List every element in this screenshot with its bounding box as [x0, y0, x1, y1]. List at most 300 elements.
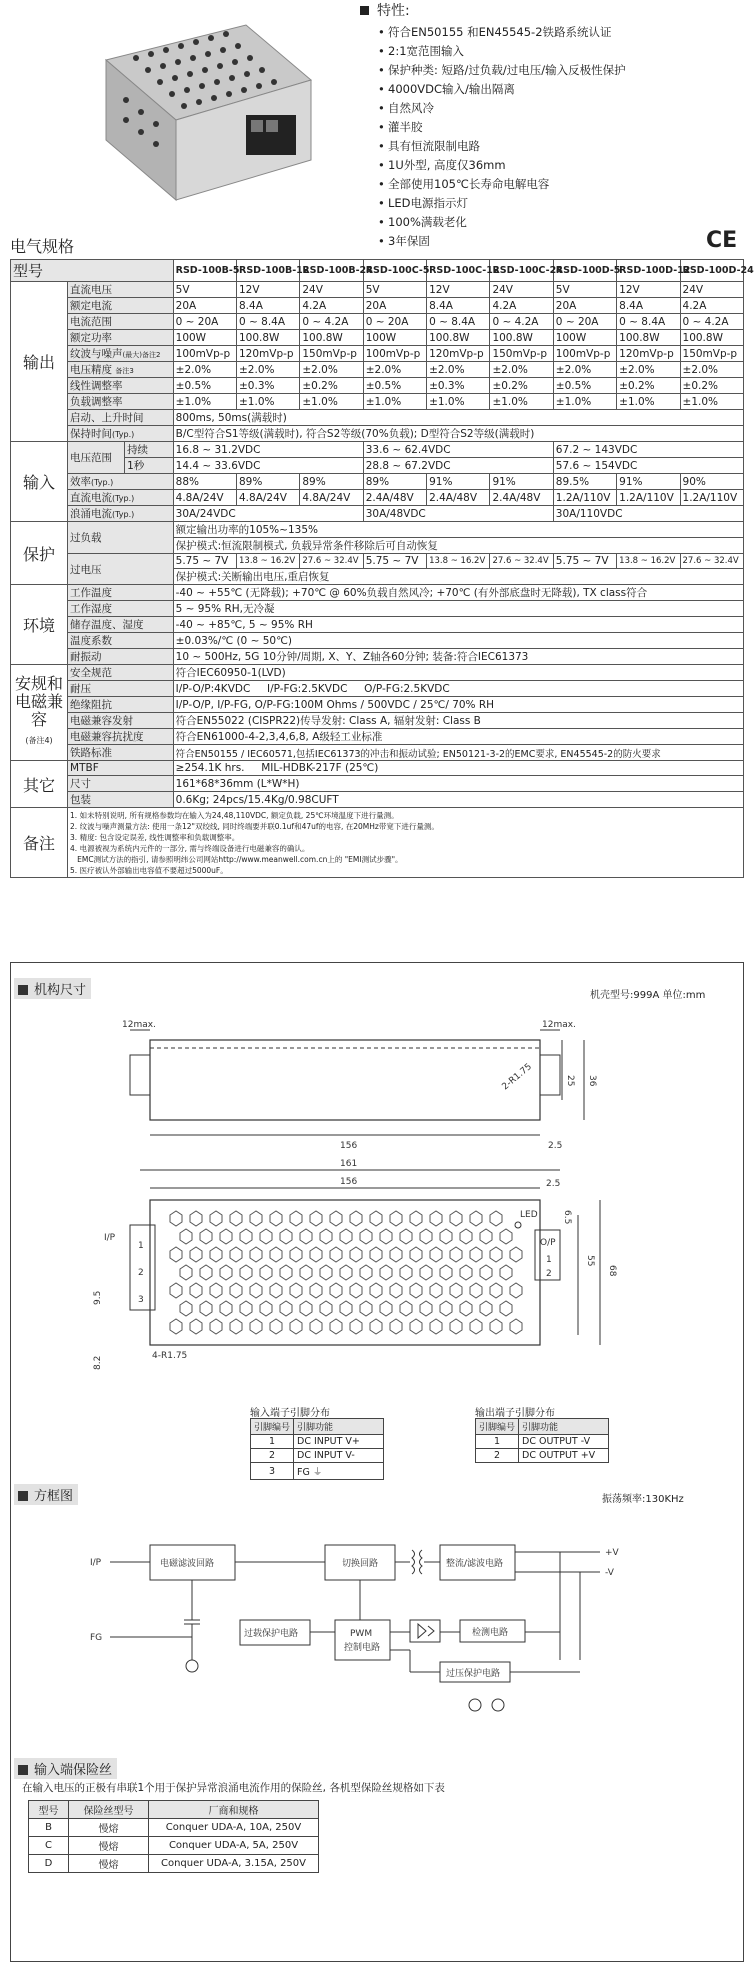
cell: 0 ~ 8.4A: [237, 314, 300, 330]
cell: 4.8A/24V: [237, 490, 300, 506]
fuse-cell: Conquer UDA-A, 5A, 250V: [149, 1837, 319, 1855]
note-line: 1. 如未特别说明, 所有规格参数均在输入为24,48,110VDC, 额定负载, 25℃环境温度下进行量测。: [70, 811, 399, 820]
bd-rect: 整流/滤波电路: [446, 1559, 504, 1569]
row-label: 温度系数: [68, 633, 174, 649]
cat-environment: 环境: [11, 585, 68, 665]
feature-item: • 具有恒流限制电路: [360, 137, 740, 156]
row-efficiency: [11, 474, 744, 490]
cell: 4.2A: [300, 298, 363, 314]
product-photo: [96, 20, 316, 210]
model-name: RSD-100C-12: [427, 260, 490, 282]
cat-safety: [11, 665, 68, 761]
row-sublabel: 持续: [125, 442, 174, 458]
dim-9-5: 9.5: [93, 1290, 103, 1305]
row-label: 工作湿度: [68, 601, 174, 617]
pin-cell: 1: [476, 1435, 519, 1449]
note-line: 4. 电源被视为系统内元件的一部分, 需与终端设备进行电磁兼容的确认。: [70, 844, 310, 853]
row-label: 电流范围: [68, 314, 174, 330]
fuse-title-text: 输入端保险丝: [34, 1763, 113, 1778]
cell: 89%: [363, 474, 426, 490]
pin-hdr: 引脚编号: [476, 1419, 519, 1435]
cell: 30A/48VDC: [363, 506, 553, 522]
cell: 27.6 ~ 32.4V: [680, 554, 743, 569]
row-line-reg: [11, 378, 744, 394]
pin-cell: DC OUTPUT -V: [519, 1435, 609, 1449]
cell: 100mVp-p: [363, 346, 426, 362]
cell: 5.75 ~ 7V: [553, 554, 616, 569]
fuse-cell: 慢熔: [69, 1855, 149, 1873]
opin-1: 1: [546, 1255, 552, 1265]
cell: 2.4A/48V: [427, 490, 490, 506]
dim-r175: 2-R1.75: [500, 1061, 534, 1093]
cell: 4.2A: [490, 298, 553, 314]
fuse-table: [28, 1800, 319, 1873]
cell: ±0.5%: [363, 378, 426, 394]
tolerance-note: 备注3: [115, 367, 134, 375]
cell: ±1.0%: [427, 394, 490, 410]
dim-156: 156: [340, 1177, 358, 1187]
row-label: 储存温度、湿度: [68, 617, 174, 633]
output-pin-title: 输出端子引脚分布: [475, 1408, 555, 1419]
cell: 14.4 ~ 33.6VDC: [173, 458, 363, 474]
row-env: [11, 649, 744, 665]
fuse-hdr: 厂商和规格: [149, 1801, 319, 1819]
cell: 800ms, 50ms(满载时): [173, 410, 743, 426]
cat-others: 其它: [11, 761, 68, 808]
model-name: RSD-100D-24: [680, 260, 743, 282]
bd-fg-label: FG: [90, 1633, 103, 1643]
row-sublabel: 1秒: [125, 458, 174, 474]
row-current-range: [11, 314, 744, 330]
cell: 保护模式:关断输出电压,重启恢复: [173, 569, 743, 585]
ip-label: I/P: [104, 1233, 116, 1243]
cell: 符合EN50155 / IEC60571,包括IEC61373的冲击和振动试验; EN50121-3-2的EMC要求, EN45545-2的防火要求: [173, 745, 743, 761]
cell: 27.6 ~ 32.4V: [490, 554, 553, 569]
hold-note: (Typ.): [112, 430, 135, 439]
dim-2-5: 2.5: [546, 1179, 561, 1189]
cell: ±2.0%: [427, 362, 490, 378]
mech-title-text: 机构尺寸: [34, 983, 87, 998]
cell: 13.8 ~ 16.2V: [237, 554, 300, 569]
row-safety: [11, 729, 744, 745]
feature-item: • 全部使用105℃长寿命电解电容: [360, 175, 740, 194]
row-other: [11, 792, 744, 808]
dim-12max: 12max.: [122, 1020, 156, 1030]
feature-item: • 保护种类: 短路/过负载/过电压/输入反极性保护: [360, 61, 740, 80]
cell: ±1.0%: [490, 394, 553, 410]
fuse-section-title: [14, 1758, 117, 1779]
pin-1: 1: [138, 1241, 144, 1251]
row-safety: [11, 745, 744, 761]
cell: 100mVp-p: [173, 346, 236, 362]
feature-item: • 4000VDC输入/输出隔离: [360, 80, 740, 99]
row-label: [68, 506, 174, 522]
output-pin-table: [475, 1418, 609, 1463]
fuse-cell: Conquer UDA-A, 3.15A, 250V: [149, 1855, 319, 1873]
pin-hdr: 引脚编号: [251, 1419, 294, 1435]
cell: 24V: [300, 282, 363, 298]
pin-cell: 3: [251, 1463, 294, 1480]
model-name: RSD-100B-12: [237, 260, 300, 282]
cell: 100.8W: [300, 330, 363, 346]
pin-cell: DC OUTPUT +V: [519, 1449, 609, 1463]
row-label: 启动、上升时间: [68, 410, 174, 426]
cell: 4.8A/24V: [173, 490, 236, 506]
bd-emi: 电磁滤波回路: [160, 1559, 215, 1569]
cell: 89%: [237, 474, 300, 490]
cell: 0 ~ 20A: [553, 314, 616, 330]
bd-ip-label: I/P: [90, 1558, 102, 1568]
dim-55: 55: [585, 1255, 595, 1267]
cell: 91%: [617, 474, 680, 490]
cell: 24V: [680, 282, 743, 298]
cell: 1.2A/110V: [680, 490, 743, 506]
fuse-cell: Conquer UDA-A, 10A, 250V: [149, 1819, 319, 1837]
safety-note: (备注4): [25, 736, 53, 745]
row-env: [11, 601, 744, 617]
bd-ovp: 过压保护电路: [446, 1669, 501, 1679]
opin-2: 2: [546, 1269, 552, 1279]
cell: B/C型符合S1等级(满载时), 符合S2等级(70%负载); D型符合S2等级(满载时): [173, 426, 743, 442]
pin-hdr: 引脚功能: [294, 1419, 384, 1435]
features-title: 特性:: [377, 3, 410, 19]
cell: 30A/24VDC: [173, 506, 363, 522]
cell: 33.6 ~ 62.4VDC: [363, 442, 553, 458]
cell: 90%: [680, 474, 743, 490]
dim-36: 36: [587, 1075, 597, 1087]
features-list: [360, 2, 740, 251]
row-safety: [11, 665, 744, 681]
mechanical-drawing: [93, 1000, 620, 1400]
safety-cat-label: 安规和电磁兼容: [15, 674, 64, 729]
model-name: RSD-100D-12: [617, 260, 680, 282]
note-line: EMC测试方法的指引, 请参照明纬公司网站http://www.meanwell.com.cn上的 "EMI测试步骤"。: [70, 855, 403, 864]
cell: ±1.0%: [617, 394, 680, 410]
cell: 20A: [553, 298, 616, 314]
pin-cell: DC INPUT V-: [294, 1449, 384, 1463]
cell: 100.8W: [617, 330, 680, 346]
cell: 1.2A/110V: [617, 490, 680, 506]
dim-8-2: 8.2: [93, 1355, 103, 1370]
cell: ±1.0%: [300, 394, 363, 410]
fuse-hdr: 型号: [29, 1801, 69, 1819]
cell: ±2.0%: [680, 362, 743, 378]
case-note: 机壳型号:999A 单位:mm: [590, 990, 706, 1001]
cell: 5V: [363, 282, 426, 298]
cell: ±2.0%: [300, 362, 363, 378]
spec-title: 电气规格: [10, 237, 75, 256]
row-label: 线性调整率: [68, 378, 174, 394]
notes-cell: [68, 808, 744, 878]
dim-2-5: 2.5: [548, 1141, 563, 1151]
cell: 0 ~ 4.2A: [680, 314, 743, 330]
fuse-cell: 慢熔: [69, 1837, 149, 1855]
bd-vn: -V: [605, 1568, 614, 1578]
cell: 10 ~ 500Hz, 5G 10分钟/周期, X、Y、Z轴各60分钟; 装备:符合IEC61373: [173, 649, 743, 665]
fuse-description: 在输入电压的正极有串联1个用于保护异常浪涌电流作用的保险丝, 各机型保险丝规格如下表: [22, 1782, 445, 1794]
spec-table: [10, 259, 754, 878]
cell: 2.4A/48V: [490, 490, 553, 506]
bd-vp: +V: [605, 1548, 619, 1558]
cell: 150mVp-p: [300, 346, 363, 362]
dim-156: 156: [340, 1141, 358, 1151]
cell: ±0.3%: [237, 378, 300, 394]
cell: 91%: [490, 474, 553, 490]
led-label: LED: [520, 1210, 538, 1220]
cell: 24V: [490, 282, 553, 298]
cell: 57.6 ~ 154VDC: [553, 458, 743, 474]
cell: ±1.0%: [363, 394, 426, 410]
cell: ±1.0%: [553, 394, 616, 410]
ripple-note: (最大)备注2: [122, 351, 161, 359]
inrush-label: 浪涌电流: [70, 508, 113, 520]
cell: 89.5%: [553, 474, 616, 490]
cell: 120mVp-p: [617, 346, 680, 362]
ce-mark: CE: [706, 228, 738, 253]
cat-input: 输入: [11, 442, 68, 522]
row-overvoltage: [11, 554, 744, 569]
row-label: 过电压: [68, 554, 174, 585]
cell: ±2.0%: [363, 362, 426, 378]
row-env: [11, 585, 744, 601]
cell: 120mVp-p: [237, 346, 300, 362]
input-pin-table: [250, 1418, 384, 1480]
row-safety: [11, 697, 744, 713]
feature-item: • 符合EN50155 和EN45545-2铁路系统认证: [360, 23, 740, 42]
row-label: 耐压: [68, 681, 174, 697]
cell: I/P-O/P:4KVDC I/P-FG:2.5KVDC O/P-FG:2.5KVDC: [173, 681, 743, 697]
block-title-text: 方框图: [34, 1489, 74, 1504]
frequency-note: 振荡频率:130KHz: [602, 1494, 684, 1505]
cell: 88%: [173, 474, 236, 490]
cell: 30A/110VDC: [553, 506, 743, 522]
eff-label: 效率: [70, 476, 92, 488]
row-label: [68, 362, 174, 378]
cell: ±2.0%: [553, 362, 616, 378]
bd-detect: 检测电路: [472, 1628, 509, 1638]
bd-pwm-ctrl: 控制电路: [344, 1643, 381, 1653]
row-rated-current: [11, 298, 744, 314]
row-tolerance: [11, 362, 744, 378]
cell: ≥254.1K hrs. MIL-HDBK-217F (25℃): [173, 761, 743, 776]
row-vrange-cont: [11, 442, 744, 458]
fuse-cell: 慢熔: [69, 1819, 149, 1837]
row-inrush: [11, 506, 744, 522]
row-ripple: [11, 346, 744, 362]
cell: 5.75 ~ 7V: [363, 554, 426, 569]
row-dc-voltage: [11, 282, 744, 298]
cell: -40 ~ +85℃, 5 ~ 95% RH: [173, 617, 743, 633]
row-label: 铁路标准: [68, 745, 174, 761]
row-label: 包装: [68, 792, 174, 808]
row-safety: [11, 713, 744, 729]
cell: I/P-O/P, I/P-FG, O/P-FG:100M Ohms / 500VDC / 25℃/ 70% RH: [173, 697, 743, 713]
row-label: MTBF: [68, 761, 174, 776]
cell: ±0.5%: [553, 378, 616, 394]
eff-note: (Typ.): [91, 478, 114, 487]
cell: 5V: [553, 282, 616, 298]
cell: 120mVp-p: [427, 346, 490, 362]
cell: 27.6 ~ 32.4V: [300, 554, 363, 569]
cat-notes: 备注: [11, 808, 68, 878]
cell: 28.8 ~ 67.2VDC: [363, 458, 553, 474]
model-name: RSD-100B-24: [300, 260, 363, 282]
cell: 150mVp-p: [680, 346, 743, 362]
cell: 0 ~ 8.4A: [617, 314, 680, 330]
cell: 0 ~ 4.2A: [300, 314, 363, 330]
pin-cell: DC INPUT V+: [294, 1435, 384, 1449]
fuse-cell: C: [29, 1837, 69, 1855]
hold-label: 保持时间: [70, 428, 113, 440]
cell: ±1.0%: [237, 394, 300, 410]
note-line: 5. 医疗被认外部输出电容值不要超过5000uF。: [70, 866, 228, 875]
row-label: [68, 346, 174, 362]
row-label: 过负载: [68, 522, 174, 554]
row-label: 额定电流: [68, 298, 174, 314]
dim-6-5: 6.5: [562, 1210, 572, 1225]
cat-output: 输出: [11, 282, 68, 442]
cell: 89%: [300, 474, 363, 490]
cell: 8.4A: [237, 298, 300, 314]
cell: 0 ~ 8.4A: [427, 314, 490, 330]
cell: 保护模式:恒流限制模式, 负载异常条件移除后可自动恢复: [173, 538, 743, 554]
cell: ±0.2%: [490, 378, 553, 394]
cell: ±0.2%: [617, 378, 680, 394]
dim-68: 68: [607, 1265, 617, 1277]
cell: ±2.0%: [617, 362, 680, 378]
cell: ±2.0%: [173, 362, 236, 378]
cell: 4.8A/24V: [300, 490, 363, 506]
row-hold: [11, 426, 744, 442]
cell: -40 ~ +55℃ (无降载); +70℃ @ 60%负载自然风冷; +70℃ (有外部底盘时无降载), TX class符合: [173, 585, 743, 601]
op-label: O/P: [540, 1238, 556, 1248]
bd-pwm: PWM: [350, 1629, 373, 1639]
row-env: [11, 617, 744, 633]
cell: 100mVp-p: [553, 346, 616, 362]
pin-hdr: 引脚功能: [519, 1419, 609, 1435]
cell: 67.2 ~ 143VDC: [553, 442, 743, 458]
row-overload: [11, 522, 744, 538]
pin-2: 2: [138, 1268, 144, 1278]
tolerance-label: 电压精度: [70, 364, 113, 376]
input-pin-title: 输入端子引脚分布: [250, 1408, 330, 1419]
cell: 12V: [237, 282, 300, 298]
pin-cell: 2: [251, 1449, 294, 1463]
model-name: RSD-100B-5: [173, 260, 236, 282]
cell: 0 ~ 4.2A: [490, 314, 553, 330]
cell: ±1.0%: [680, 394, 743, 410]
cell: 12V: [427, 282, 490, 298]
cell: 12V: [617, 282, 680, 298]
row-setup: [11, 410, 744, 426]
row-dc-current: [11, 490, 744, 506]
cell: ±2.0%: [237, 362, 300, 378]
cell: 16.8 ~ 31.2VDC: [173, 442, 363, 458]
row-label: [68, 474, 174, 490]
row-label: 额定功率: [68, 330, 174, 346]
feature-item: • 自然风冷: [360, 99, 740, 118]
cell: 100W: [553, 330, 616, 346]
cell: 20A: [173, 298, 236, 314]
pin-cell: FG ⏚: [294, 1463, 384, 1480]
cell: 91%: [427, 474, 490, 490]
cell: 0 ~ 20A: [173, 314, 236, 330]
cell: 额定输出功率的105%~135%: [173, 522, 743, 538]
cell: 1.2A/110V: [553, 490, 616, 506]
row-notes: [11, 808, 744, 878]
row-env: [11, 633, 744, 649]
cell: ±2.0%: [490, 362, 553, 378]
cell: 100W: [363, 330, 426, 346]
bd-olp: 过载保护电路: [244, 1629, 299, 1639]
feature-item: • 100%满载老化: [360, 213, 740, 232]
row-label: 安全规范: [68, 665, 174, 681]
cell: 161*68*36mm (L*W*H): [173, 776, 743, 792]
block-diagram: [80, 1520, 660, 1720]
ripple-label: 纹波与噪声: [70, 348, 123, 360]
block-section-title: [14, 1484, 78, 1505]
dc-current-note: (Typ.): [112, 494, 135, 503]
row-label: 电磁兼容发射: [68, 713, 174, 729]
dim-r4: 4-R1.75: [152, 1351, 188, 1361]
row-other: [11, 761, 744, 776]
fuse-cell: B: [29, 1819, 69, 1837]
feature-item: • 灌半胶: [360, 118, 740, 137]
cell: 0 ~ 20A: [363, 314, 426, 330]
inrush-note: (Typ.): [112, 510, 135, 519]
cell: 100.8W: [490, 330, 553, 346]
cell: 符合EN55022 (CISPR22)传导发射: Class A, 辐射发射: Class B: [173, 713, 743, 729]
pin-cell: 1: [251, 1435, 294, 1449]
cell: 0.6Kg; 24pcs/15.4Kg/0.98CUFT: [173, 792, 743, 808]
cell: 8.4A: [617, 298, 680, 314]
cell: 4.2A: [680, 298, 743, 314]
cell: 5 ~ 95% RH,无冷凝: [173, 601, 743, 617]
model-name: RSD-100C-24: [490, 260, 553, 282]
cell: 8.4A: [427, 298, 490, 314]
cell: ±0.03%/℃ (0 ~ 50℃): [173, 633, 743, 649]
cell: ±1.0%: [173, 394, 236, 410]
dc-current-label: 直流电流: [70, 492, 113, 504]
pin-3: 3: [138, 1295, 144, 1305]
row-load-reg: [11, 394, 744, 410]
cell: 100.8W: [427, 330, 490, 346]
row-label: 电磁兼容抗扰度: [68, 729, 174, 745]
row-rated-power: [11, 330, 744, 346]
dim-12max: 12max.: [542, 1020, 576, 1030]
row-label: 直流电压: [68, 282, 174, 298]
row-safety: [11, 681, 744, 697]
model-name: RSD-100C-5: [363, 260, 426, 282]
row-label: 耐振动: [68, 649, 174, 665]
feature-item: • 1U外型, 高度仅36mm: [360, 156, 740, 175]
cell: 100.8W: [680, 330, 743, 346]
dim-25: 25: [565, 1075, 575, 1087]
row-label: [68, 490, 174, 506]
dim-161: 161: [340, 1159, 358, 1169]
row-label: [68, 426, 174, 442]
row-label: 尺寸: [68, 776, 174, 792]
cell: 5.75 ~ 7V: [173, 554, 236, 569]
mech-section-title: [14, 978, 91, 999]
cell: ±0.2%: [680, 378, 743, 394]
feature-item: • 2:1宽范围输入: [360, 42, 740, 61]
row-label: 电压范围: [68, 442, 125, 474]
cell: 150mVp-p: [490, 346, 553, 362]
cell: 13.8 ~ 16.2V: [617, 554, 680, 569]
feature-item: • 3年保固: [360, 232, 740, 251]
row-label: 负载调整率: [68, 394, 174, 410]
